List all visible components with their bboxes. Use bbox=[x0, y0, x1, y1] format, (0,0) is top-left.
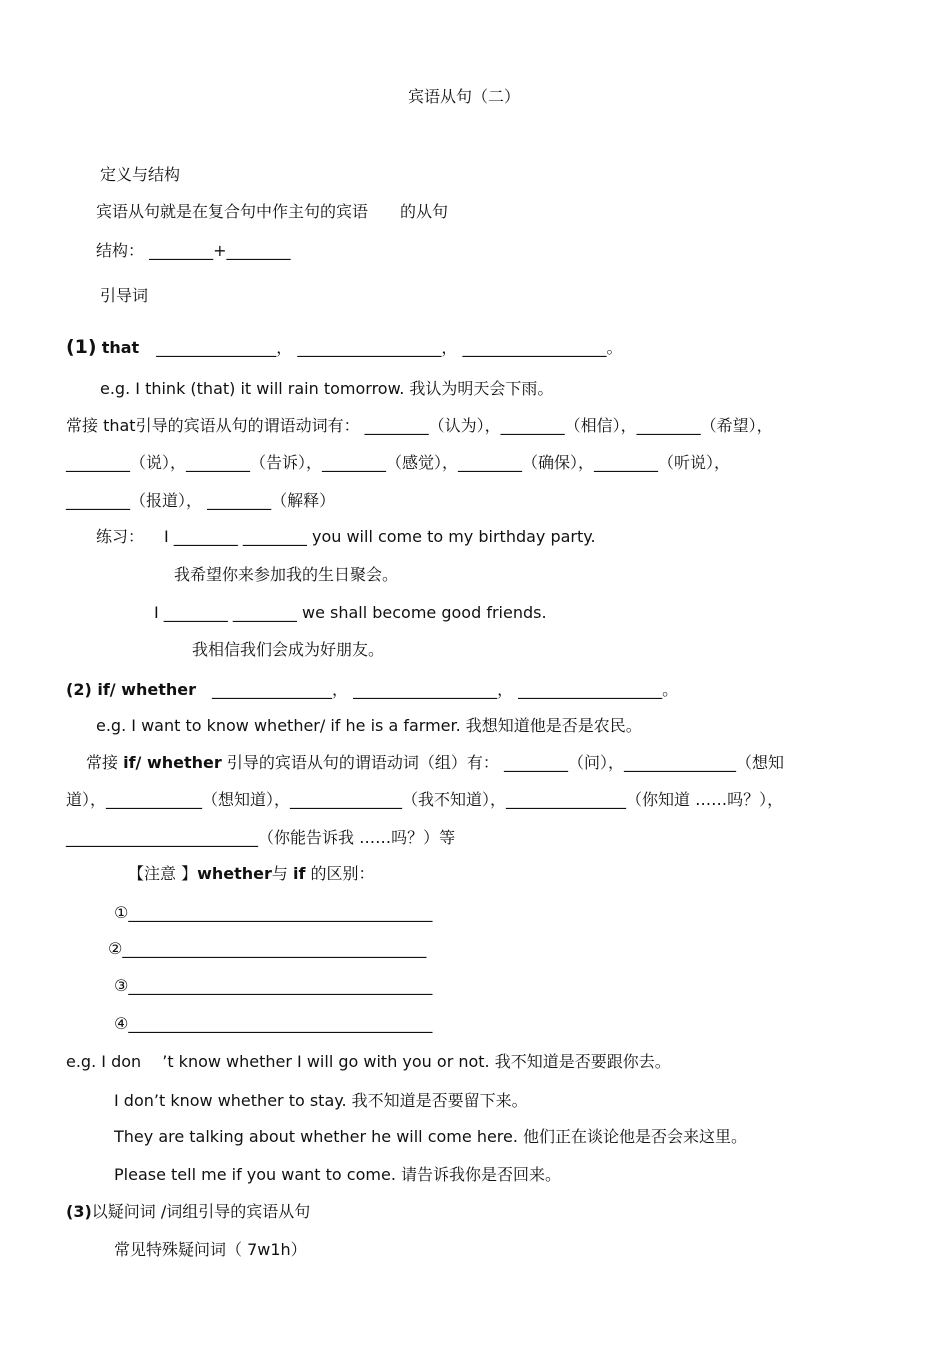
difference-item-3: ③______________________________________ bbox=[114, 976, 433, 995]
page-title: 宾语从句（二） bbox=[408, 87, 521, 106]
practice2-chinese: 我相信我们会成为好朋友。 bbox=[192, 640, 385, 659]
verbs-suffix: 引导的宾语从句的谓语动词（组）有： ________（问），______________（想知 bbox=[221, 753, 784, 772]
section1-number: (1) bbox=[66, 336, 97, 358]
note-whether: whether bbox=[197, 864, 272, 883]
section1-word: that bbox=[101, 338, 140, 357]
difference-item-1: ①______________________________________ bbox=[114, 903, 433, 922]
definition-text: 宾语从句就是在复合句中作主句的宾语 的从句 bbox=[96, 202, 449, 221]
definition-heading: 定义与结构 bbox=[100, 165, 181, 184]
note-label: 【注意 】 bbox=[128, 864, 198, 883]
section2-example-2: I don’t know whether to stay. 我不知道是否要留下来。 bbox=[114, 1091, 528, 1110]
section2-example-3: They are talking about whether he will come here. 他们正在谈论他是否会来这里。 bbox=[114, 1127, 748, 1146]
section1-verbs-line2: ________（说），________（告诉），________（感觉），________（确保），________（听说）， bbox=[66, 453, 731, 472]
section1-example: e.g. I think (that) it will rain tomorrow. 我认为明天会下雨。 bbox=[100, 379, 554, 398]
verbs-keyword: if/ whether bbox=[123, 753, 222, 772]
section2-verbs-line3: ________________________（你能告诉我 ……吗？）等 bbox=[66, 828, 456, 847]
note-tail: 的区别： bbox=[305, 864, 375, 883]
difference-item-2: ②______________________________________ bbox=[108, 939, 427, 958]
section3-number: (3) bbox=[66, 1202, 92, 1221]
note-connector: 与 bbox=[271, 864, 293, 883]
practice-label: 练习： bbox=[96, 527, 145, 546]
section2-example-4: Please tell me if you want to come. 请告诉我你是否回来。 bbox=[114, 1165, 561, 1184]
difference-item-4: ④______________________________________ bbox=[114, 1014, 433, 1033]
practice1-english: I ________ ________ you will come to my birthday party. bbox=[164, 527, 596, 546]
section2-example: e.g. I want to know whether/ if he is a farmer. 我想知道他是否是农民。 bbox=[96, 716, 642, 735]
note-if: if bbox=[293, 864, 306, 883]
section2-example-1: e.g. I don ’t know whether I will go with you or not. 我不知道是否要跟你去。 bbox=[66, 1052, 671, 1071]
section2-verbs-line1 bbox=[86, 752, 784, 774]
section3-heading bbox=[66, 1201, 310, 1223]
section3-title: 以疑问词 /词组引导的宾语从句 bbox=[91, 1202, 311, 1221]
note-line bbox=[128, 863, 375, 885]
verbs-prefix: 常接 bbox=[86, 753, 124, 772]
section1-heading bbox=[66, 336, 622, 359]
section2-verbs-line2: 道），____________（想知道），______________（我不知道），_______________（你知道 ……吗？）， bbox=[66, 790, 784, 809]
section2-heading: (2) if/ whether bbox=[66, 680, 196, 699]
section1-verbs-line1: 常接 that引导的宾语从句的谓语动词有： ________（认为），________（相信），________（希望）， bbox=[66, 416, 773, 435]
practice2-english: I ________ ________ we shall become good friends. bbox=[154, 603, 547, 622]
section1-verbs-line3: ________（报道）， ________（解释） bbox=[66, 491, 336, 510]
section3-subheading: 常见特殊疑问词（ 7w1h） bbox=[114, 1240, 307, 1259]
structure-line: 结构： ________+________ bbox=[96, 241, 291, 260]
practice1-chinese: 我希望你来参加我的生日聚会。 bbox=[174, 565, 399, 584]
section2-blanks: _______________， __________________， __________________。 bbox=[212, 680, 679, 699]
intro-words-heading: 引导词 bbox=[100, 286, 149, 305]
section1-blanks: _______________， __________________， __________________。 bbox=[156, 338, 623, 357]
